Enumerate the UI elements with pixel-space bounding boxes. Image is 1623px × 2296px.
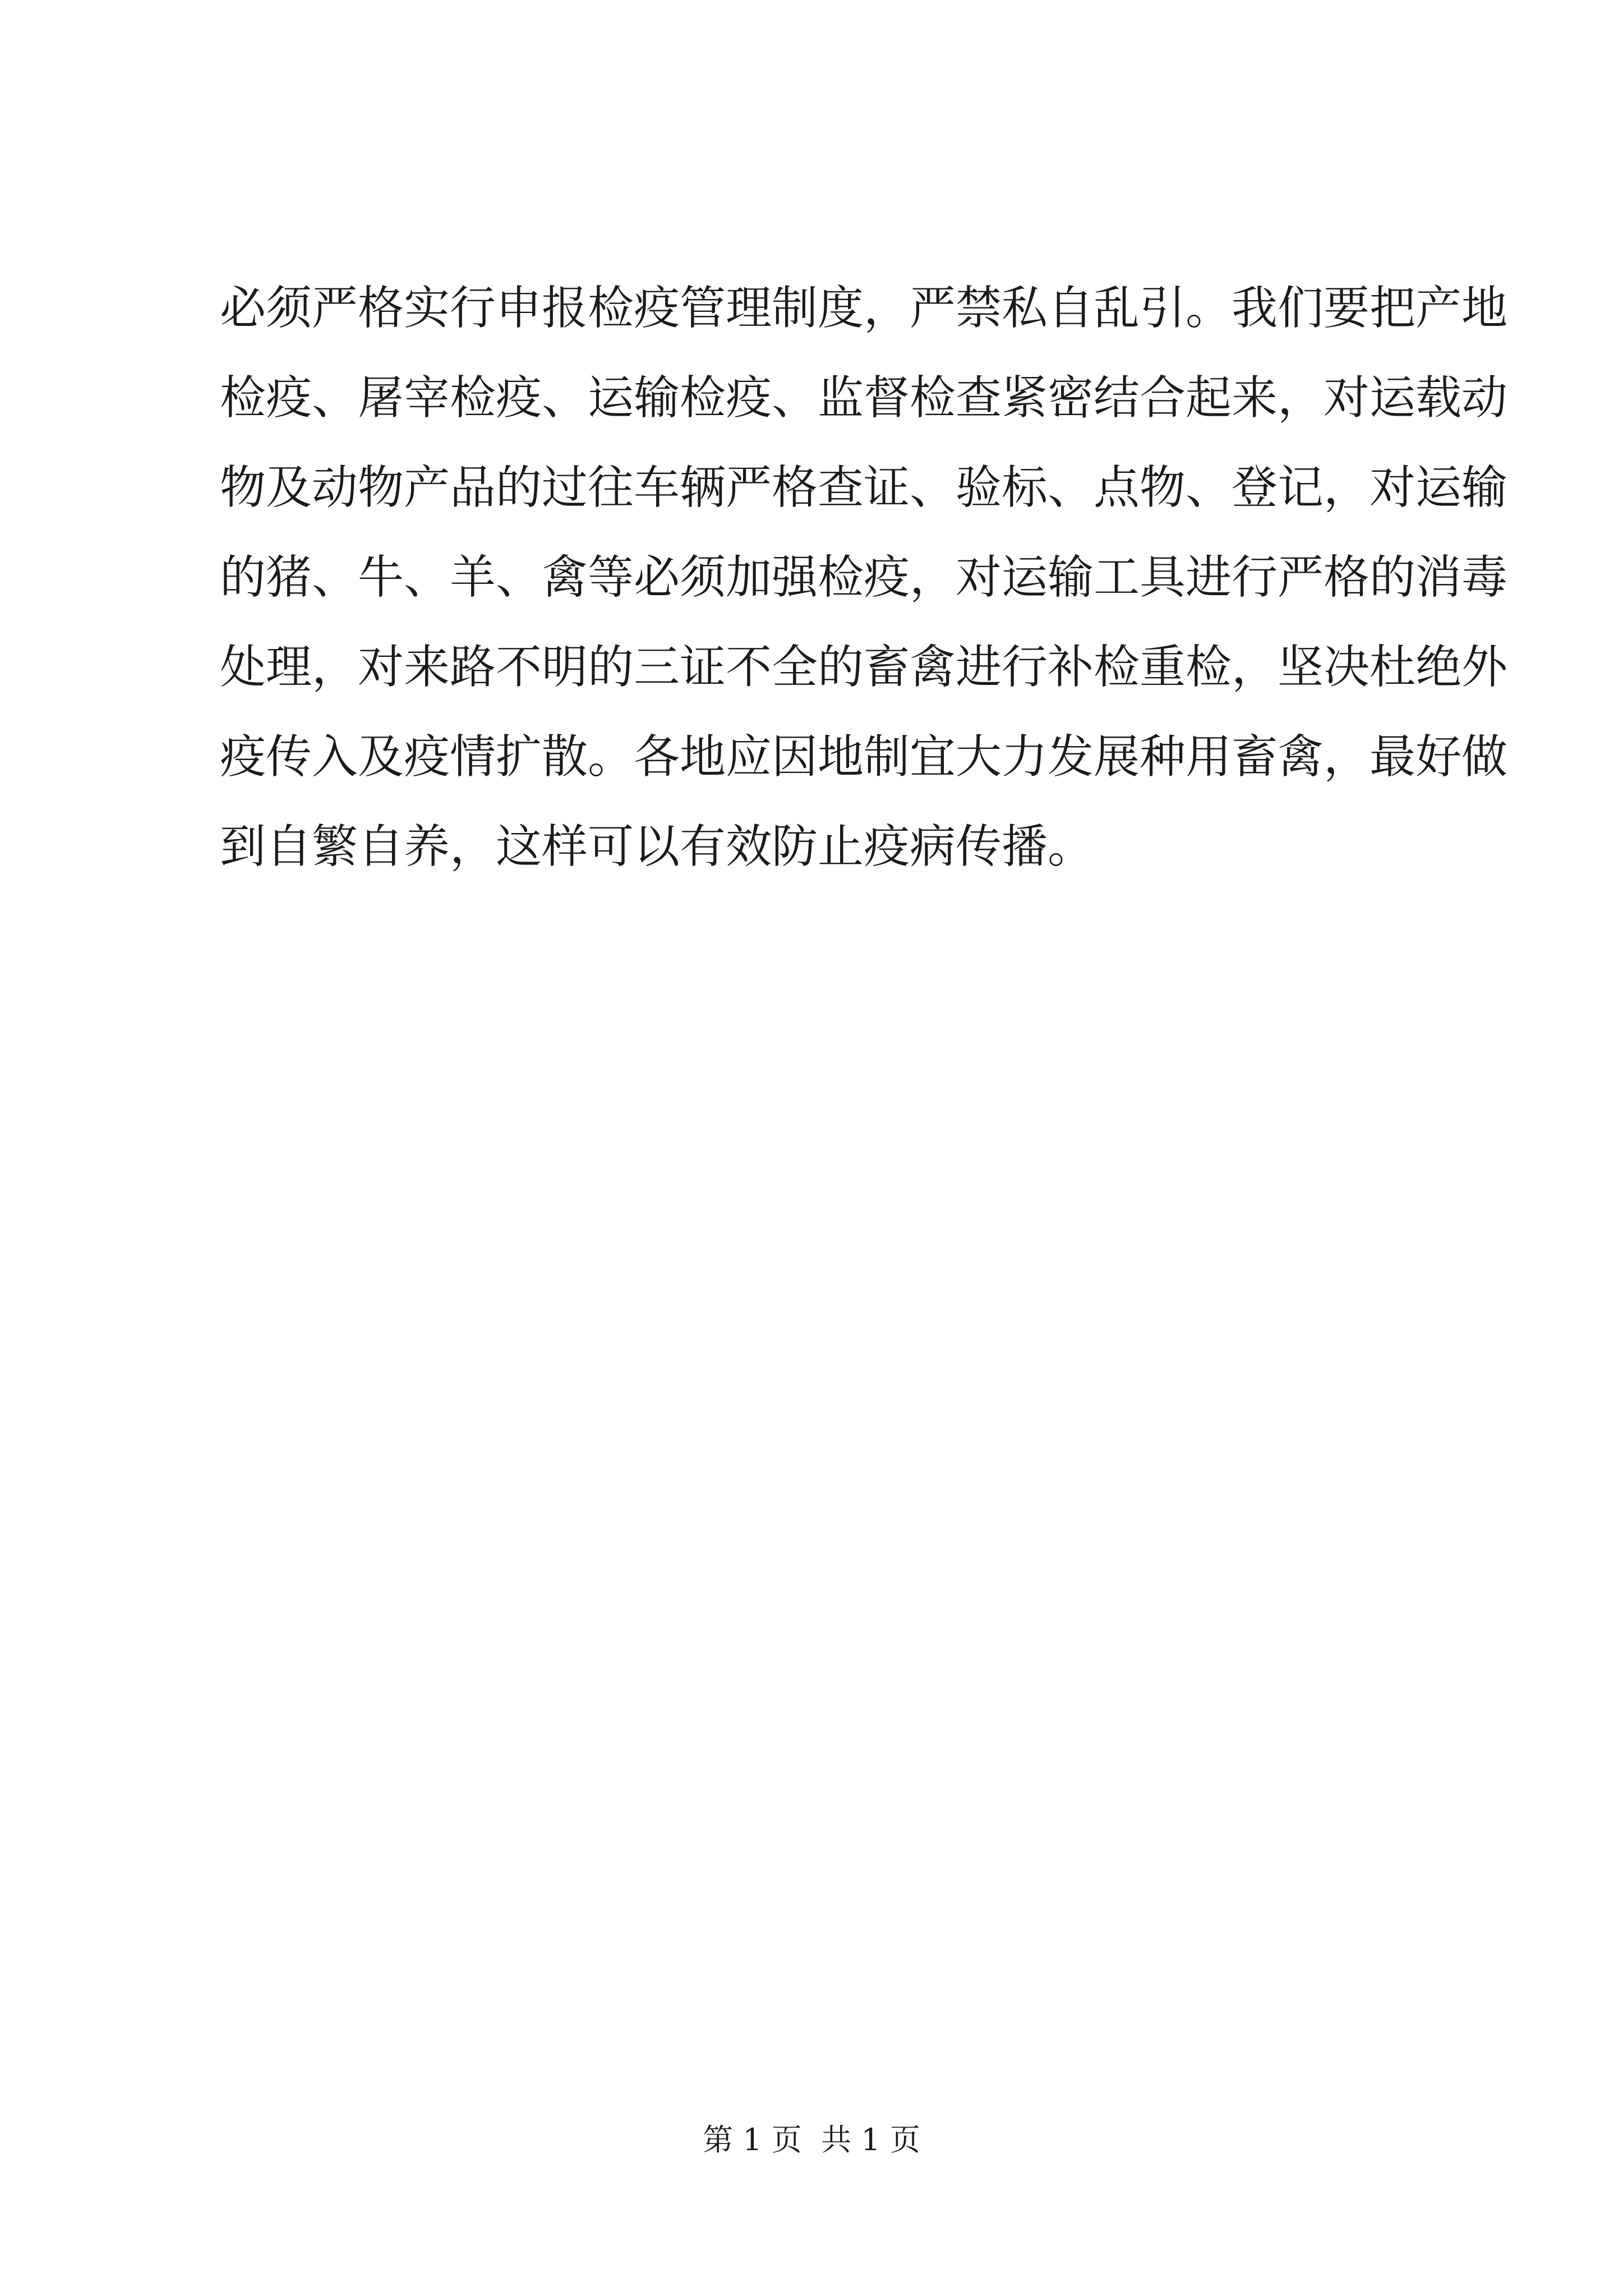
- paragraph-line: 物及动物产品的过往车辆严格查证、验标、点物、登记，对运输: [220, 461, 1508, 514]
- paragraph-line: 检疫、屠宰检疫、运输检疫、监督检查紧密结合起来，对运载动: [220, 371, 1508, 425]
- paragraph-line: 到自繁自养，这样可以有效防止疫病传播。: [220, 820, 1094, 873]
- page-number-footer: 第 1 页 共 1 页: [703, 2122, 920, 2157]
- paragraph-line: 必须严格实行申报检疫管理制度，严禁私自乱引。我们要把产地: [220, 282, 1508, 335]
- paragraph-line: 疫传入及疫情扩散。各地应因地制宜大力发展种用畜禽，最好做: [220, 730, 1508, 784]
- paragraph-line: 的猪、牛、羊、禽等必须加强检疫，对运输工具进行严格的消毒: [220, 551, 1508, 604]
- body-paragraph: [220, 264, 1508, 892]
- paragraph-line: 处理，对来路不明的三证不全的畜禽进行补检重检，坚决杜绝外: [220, 641, 1508, 694]
